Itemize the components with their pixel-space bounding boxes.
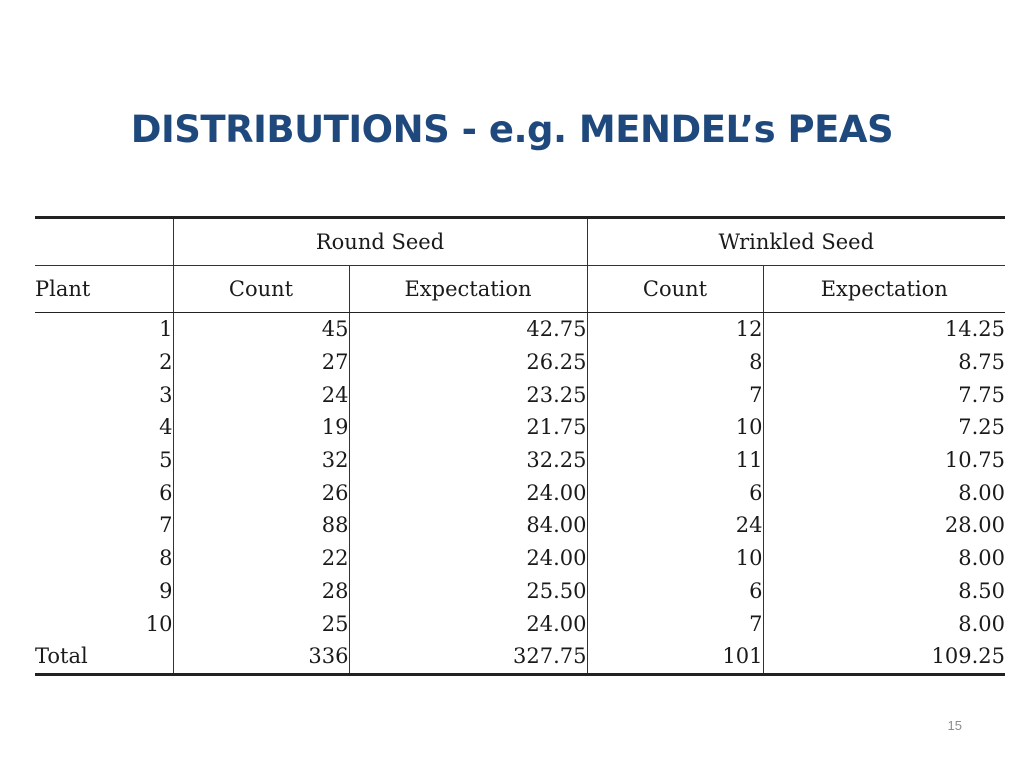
plant-cell: 2: [159, 350, 173, 375]
plant-cell: 3: [159, 382, 173, 407]
page-number: 15: [947, 718, 962, 733]
round-count-cell: 27: [173, 346, 349, 379]
table-row: [35, 476, 1005, 509]
round-seed-header: Round Seed: [173, 219, 587, 266]
round-count-cell: 88: [173, 509, 349, 542]
table-row: [35, 313, 1005, 346]
wrinkled-expectation-cell: 10.75: [763, 444, 1005, 477]
plant-cell: 4: [159, 415, 173, 440]
round-expectation-cell: 21.75: [349, 411, 587, 444]
wrinkled-count-cell: 7: [587, 607, 763, 640]
total-wrinkled-count-cell: 101: [587, 640, 763, 674]
wrinkled-count-cell: 7: [587, 378, 763, 411]
wrinkled-count-cell: 10: [587, 542, 763, 575]
wrinkled-count-cell: 11: [587, 444, 763, 477]
round-expectation-cell: 84.00: [349, 509, 587, 542]
wrinkled-expectation-cell: 7.25: [763, 411, 1005, 444]
table-row: [35, 378, 1005, 411]
wrinkled-expectation-cell: 14.25: [763, 313, 1005, 346]
round-count-cell: 28: [173, 575, 349, 608]
plant-cell: 5: [159, 448, 173, 473]
round-count-cell: 25: [173, 607, 349, 640]
slide-title: DISTRIBUTIONS - e.g. MENDEL’s PEAS: [130, 108, 894, 151]
round-expectation-cell: 24.00: [349, 607, 587, 640]
table-row: [35, 509, 1005, 542]
wrinkled-count-cell: 6: [587, 476, 763, 509]
wrinkled-count-cell: 8: [587, 346, 763, 379]
round-count-cell: 22: [173, 542, 349, 575]
wrinkled-expectation-cell: 8.00: [763, 607, 1005, 640]
round-count-cell: 45: [173, 313, 349, 346]
wrinkled-count-cell: 24: [587, 509, 763, 542]
total-row: [35, 640, 1005, 674]
wrinkled-expectation-cell: 8.00: [763, 542, 1005, 575]
plant-cell: 1: [159, 317, 173, 342]
table-row: [35, 607, 1005, 640]
round-count-cell: 26: [173, 476, 349, 509]
wrinkled-count-cell: 10: [587, 411, 763, 444]
plant-column-header: Plant: [35, 266, 173, 313]
round-count-cell: 19: [173, 411, 349, 444]
total-plant-cell: Total: [35, 640, 173, 674]
wrinkled-expectation-cell: 8.00: [763, 476, 1005, 509]
round-count-header: Count: [173, 266, 349, 313]
round-expectation-cell: 32.25: [349, 444, 587, 477]
round-expectation-cell: 24.00: [349, 542, 587, 575]
plant-cell: 7: [159, 513, 173, 538]
wrinkled-seed-header: Wrinkled Seed: [587, 219, 1005, 266]
table-body: [35, 313, 1005, 675]
table-row: [35, 411, 1005, 444]
wrinkled-expectation-header: Expectation: [763, 266, 1005, 313]
table-row: [35, 575, 1005, 608]
mendel-peas-table-container: [35, 216, 1005, 676]
plant-cell: 6: [159, 480, 173, 505]
wrinkled-count-cell: 12: [587, 313, 763, 346]
round-expectation-cell: 25.50: [349, 575, 587, 608]
table-row: [35, 444, 1005, 477]
round-expectation-cell: 23.25: [349, 378, 587, 411]
round-expectation-cell: 42.75: [349, 313, 587, 346]
wrinkled-expectation-cell: 28.00: [763, 509, 1005, 542]
round-count-cell: 24: [173, 378, 349, 411]
round-count-cell: 32: [173, 444, 349, 477]
round-expectation-cell: 26.25: [349, 346, 587, 379]
plant-cell: 9: [159, 578, 173, 603]
wrinkled-count-header: Count: [587, 266, 763, 313]
wrinkled-count-cell: 6: [587, 575, 763, 608]
total-round-count-cell: 336: [173, 640, 349, 674]
table-row: [35, 346, 1005, 379]
wrinkled-expectation-cell: 7.75: [763, 378, 1005, 411]
plant-group-spacer: [35, 219, 173, 266]
total-wrinkled-expectation-cell: 109.25: [763, 640, 1005, 674]
column-header-row: [35, 266, 1005, 313]
table-row: [35, 542, 1005, 575]
total-round-expectation-cell: 327.75: [349, 640, 587, 674]
plant-cell: 10: [145, 611, 173, 636]
round-expectation-header: Expectation: [349, 266, 587, 313]
wrinkled-expectation-cell: 8.75: [763, 346, 1005, 379]
mendel-peas-table: [35, 216, 1005, 676]
group-header-row: [35, 219, 1005, 266]
plant-cell: 8: [159, 546, 173, 571]
round-expectation-cell: 24.00: [349, 476, 587, 509]
wrinkled-expectation-cell: 8.50: [763, 575, 1005, 608]
